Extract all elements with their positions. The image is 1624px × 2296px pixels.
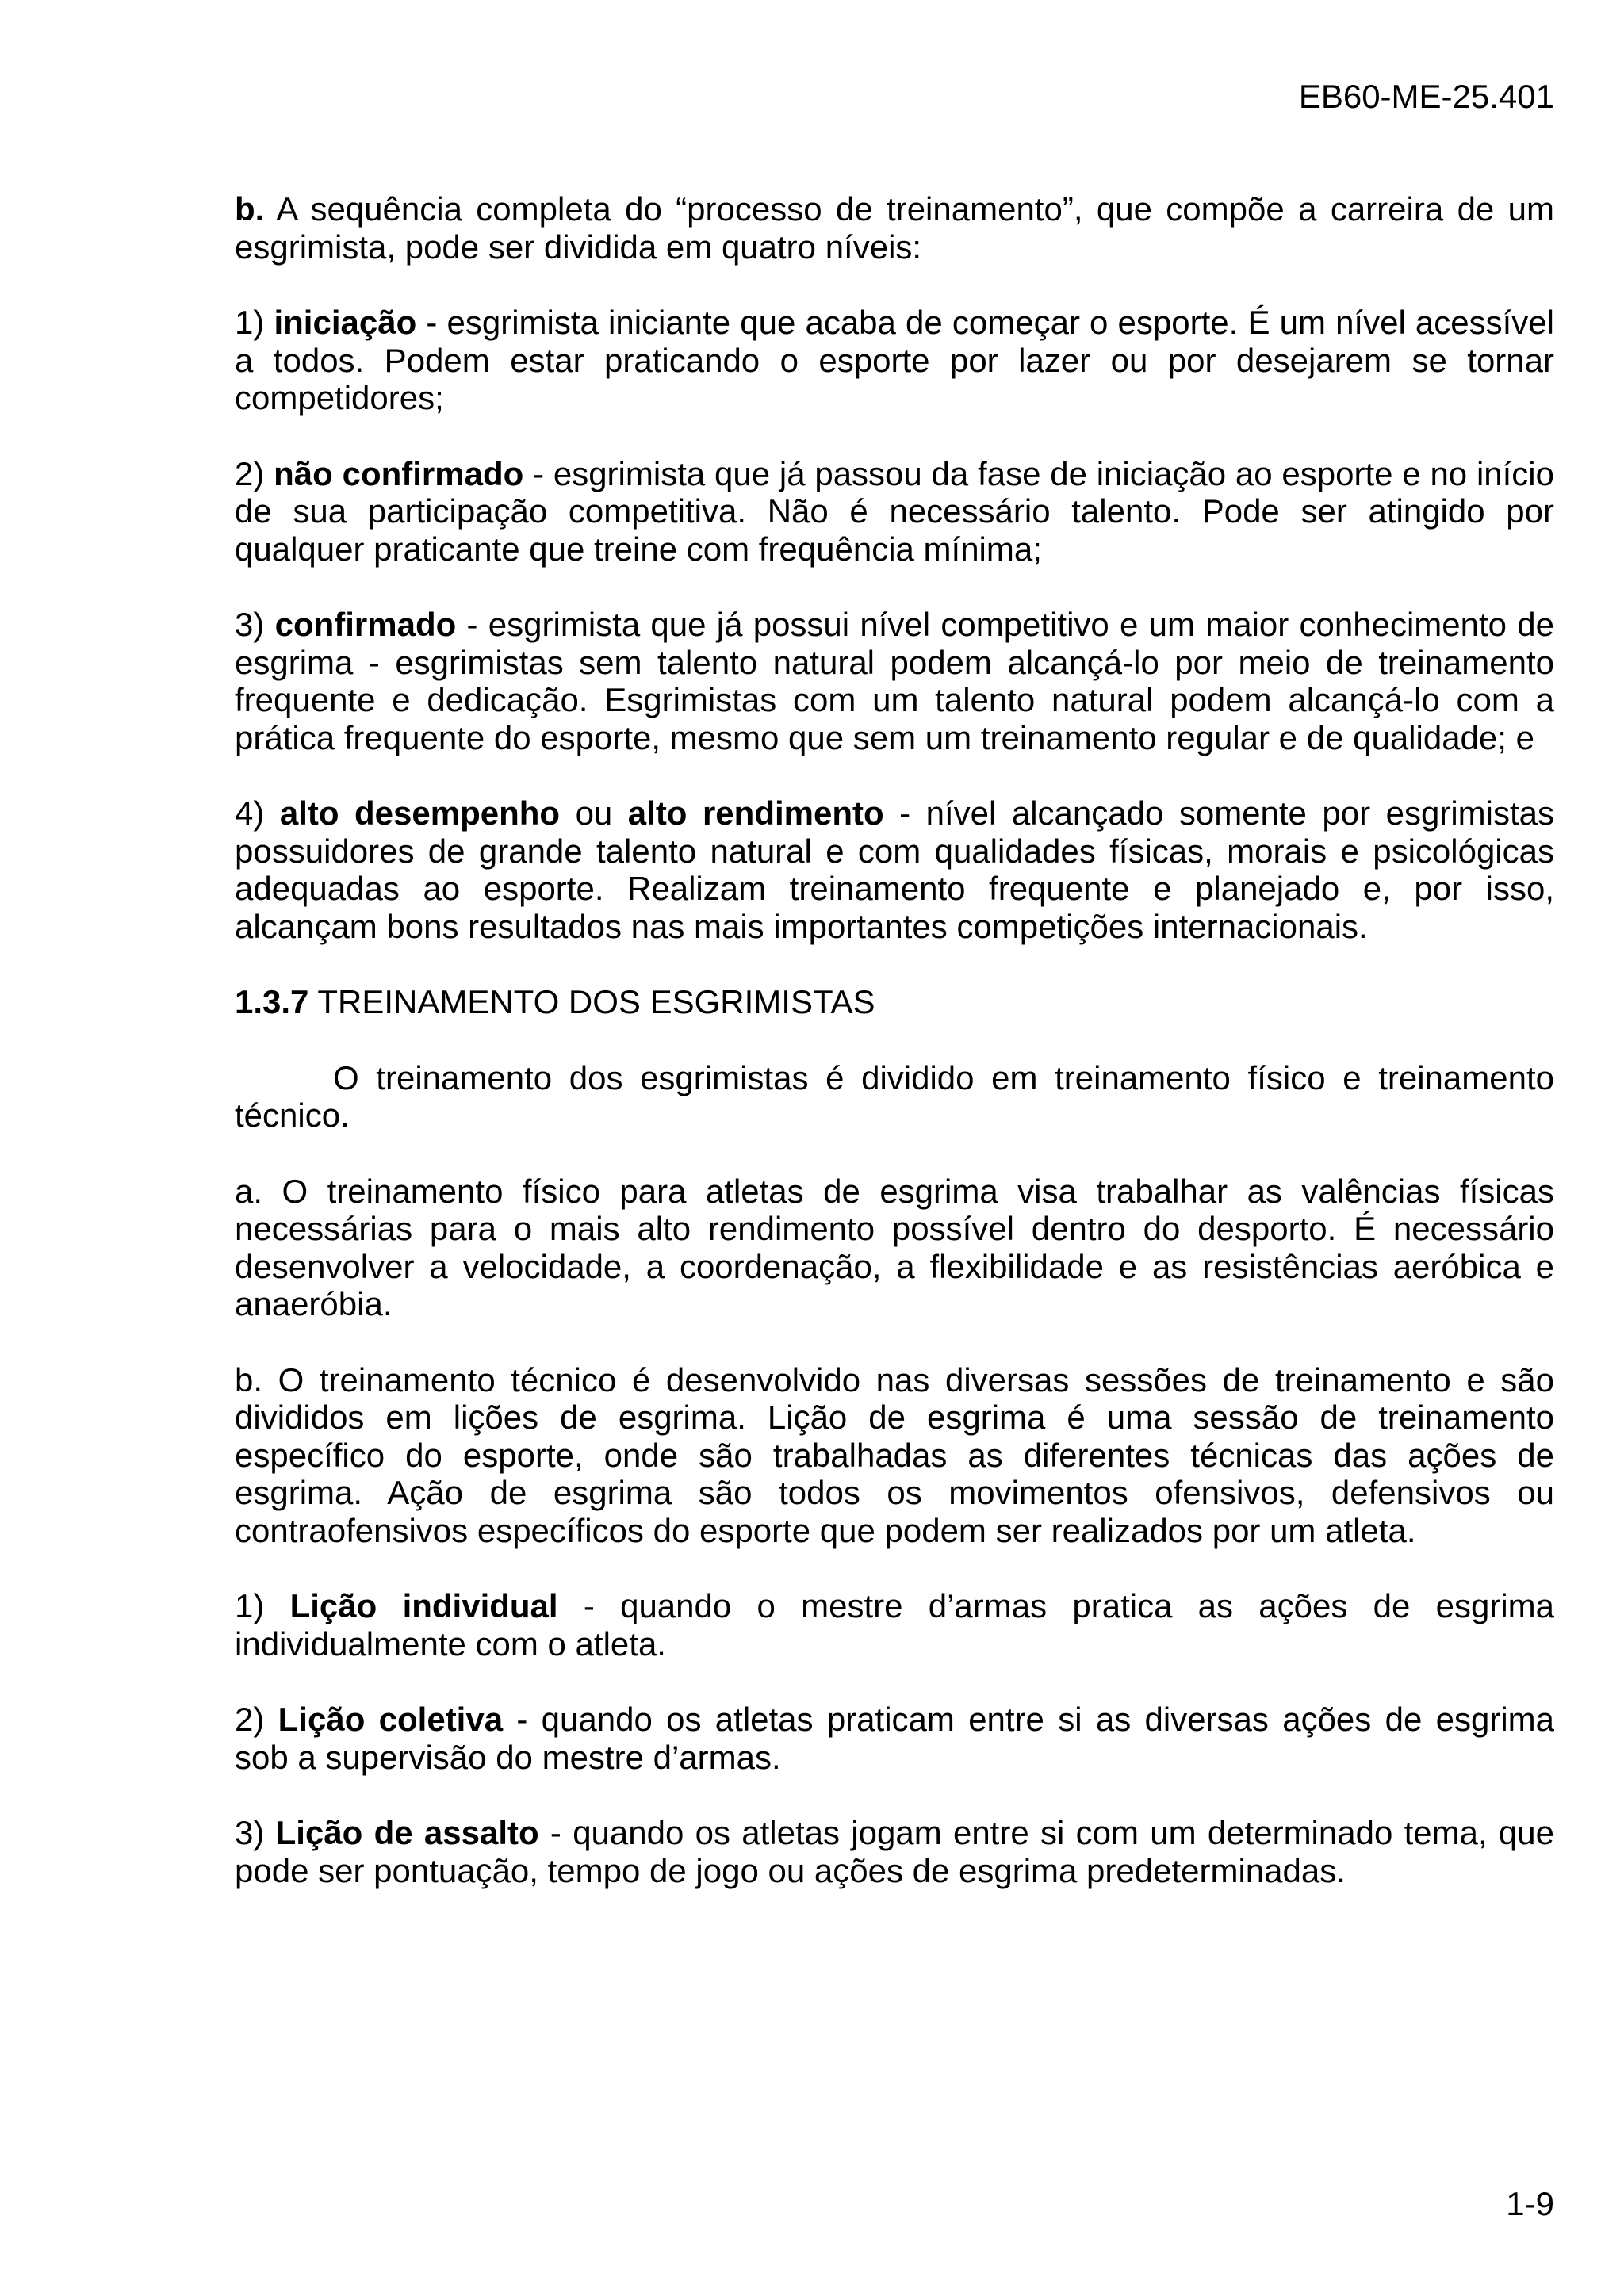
section-heading: [235, 983, 1554, 1021]
item-connector: ou: [560, 794, 628, 832]
item-number: 2): [235, 454, 274, 492]
paragraph-training-a: a. O treinamento físico para atletas de esgrima visa trabalhar as valências físicas necessárias para o mais alto rendimento possível dentro do desporto. É necessário desenvolver a velocidade, a coordenação, a flexibilidade e as resistências aeróbica e anaeróbia.: [235, 1172, 1554, 1322]
item-term: Lição individual: [289, 1587, 558, 1624]
level-item-4: [235, 794, 1554, 945]
lesson-item-2: [235, 1701, 1554, 1776]
level-item-3: [235, 606, 1554, 756]
item-term: confirmado: [274, 606, 457, 643]
item-label: b.: [235, 190, 265, 228]
item-number: 3): [235, 606, 275, 643]
document-body: [235, 190, 1554, 1927]
item-text: - quando o mestre d’armas pratica as ações de esgrima individualmente com o atleta.: [235, 1587, 1554, 1663]
lesson-item-1: [235, 1587, 1554, 1663]
item-number: 4): [235, 794, 280, 832]
item-text: - quando os atletas jogam entre si com um determinado tema, que pode ser pontuação, tempo de jogo ou ações de esgrima predeterminadas.: [235, 1814, 1555, 1889]
item-number: 1): [235, 304, 274, 341]
page-number: 1-9: [1506, 2185, 1554, 2222]
item-term: alto desempenho: [279, 794, 561, 832]
item-text: - quando os atletas praticam entre si as diversas ações de esgrima sob a supervisão do mestre d’armas.: [235, 1701, 1554, 1776]
level-item-1: [235, 304, 1554, 417]
paragraph-training-intro: O treinamento dos esgrimistas é dividido em treinamento físico e treinamento técnico.: [235, 1058, 1554, 1134]
item-term: Lição de assalto: [275, 1814, 539, 1851]
item-term: não confirmado: [274, 454, 524, 492]
item-text: - esgrimista que já possui nível competitivo e um maior conhecimento de esgrima - esgrimistas sem talento natural podem alcançá-lo por meio de treinamento frequente e dedicação. Esgrimistas com um talento natural podem alcançá-lo com a prática frequente do esporte, mesmo que sem um treinamento regular e de qualidade; e: [235, 606, 1554, 756]
paragraph-b-intro: [235, 190, 1554, 266]
item-term: Lição coletiva: [278, 1701, 504, 1738]
paragraph-text: A sequência completa do “processo de treinamento”, que compõe a carreira de um esgrimista, pode ser dividida em quatro níveis:: [235, 190, 1554, 266]
item-text: - esgrimista que já passou da fase de iniciação ao esporte e no início de sua participação competitiva. Não é necessário talento. Pode ser atingido por qualquer praticante que treine com frequência mínima;: [235, 454, 1554, 568]
document-code: EB60-ME-25.401: [1298, 78, 1554, 115]
section-title: TREINAMENTO DOS ESGRIMISTAS: [308, 983, 875, 1020]
lesson-item-3: [235, 1814, 1554, 1889]
item-number: 3): [235, 1814, 276, 1851]
paragraph-training-b: b. O treinamento técnico é desenvolvido nas diversas sessões de treinamento e são divididos em lições de esgrima. Lição de esgrima é uma sessão de treinamento específico do esporte, onde são trabalhadas as diferentes técnicas das ações de esgrima. Ação de esgrima são todos os movimentos ofensivos, defensivos ou contraofensivos específicos do esporte que podem ser realizados por um atleta.: [235, 1360, 1554, 1549]
item-number: 1): [235, 1587, 290, 1624]
item-term-2: alto rendimento: [627, 794, 884, 832]
item-text: - nível alcançado somente por esgrimistas possuidores de grande talento natural e com qualidades físicas, morais e psicológicas adequadas ao esporte. Realizam treinamento frequente e planejado e, por isso, alcançam bons resultados nas mais importantes competições internacionais.: [235, 794, 1554, 945]
item-text: - esgrimista iniciante que acaba de começar o esporte. É um nível acessível a todos. Podem estar praticando o esporte por lazer ou por desejarem se tornar competidores;: [235, 304, 1554, 416]
item-term: iniciação: [274, 304, 417, 341]
item-number: 2): [235, 1701, 278, 1738]
level-item-2: [235, 455, 1554, 568]
section-number: 1.3.7: [235, 983, 309, 1020]
